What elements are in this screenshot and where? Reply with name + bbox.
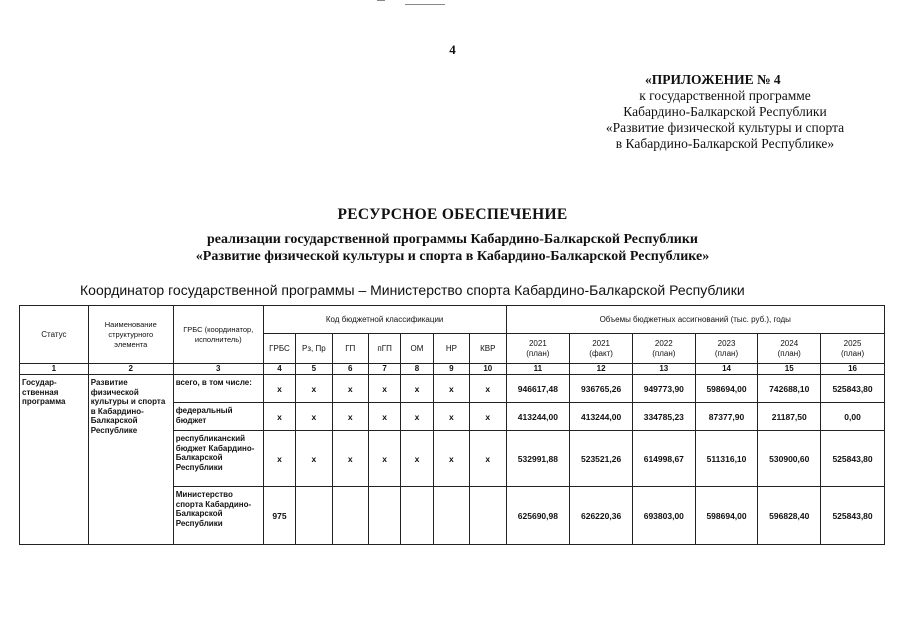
value-cell: 596828,40 xyxy=(758,487,821,545)
year-note: (план) xyxy=(714,348,739,358)
code-cell: х xyxy=(263,375,295,403)
value-cell: 626220,36 xyxy=(570,487,633,545)
appendix-line: к государственной программе xyxy=(639,88,811,103)
grbs-cell: Министерство спорта Кабардино-Балкарской Республики xyxy=(173,487,263,545)
year-note: (план) xyxy=(652,348,676,358)
column-number: 11 xyxy=(506,364,570,375)
code-cell: х xyxy=(470,403,506,431)
column-number: 9 xyxy=(433,364,469,375)
code-cell: х xyxy=(296,431,332,487)
column-number: 6 xyxy=(332,364,368,375)
value-cell: 625690,98 xyxy=(506,487,570,545)
value-cell: 598694,00 xyxy=(695,487,758,545)
code-cell: х xyxy=(368,375,400,403)
header-year xyxy=(632,334,695,364)
grbs-cell: республиканский бюджет Кабардино-Балкарской Республики xyxy=(173,431,263,487)
code-cell: х xyxy=(401,403,433,431)
column-number: 12 xyxy=(570,364,633,375)
document-title: РЕСУРСНОЕ ОБЕСПЕЧЕНИЕ xyxy=(337,206,568,223)
code-cell: х xyxy=(263,403,295,431)
column-number: 16 xyxy=(821,364,885,375)
header-code: ОМ xyxy=(401,334,433,364)
value-cell: 742688,10 xyxy=(758,375,821,403)
appendix-line: Кабардино-Балкарской Республики xyxy=(623,104,827,119)
value-cell: 614998,67 xyxy=(632,431,695,487)
column-number: 14 xyxy=(695,364,758,375)
value-cell: 511316,10 xyxy=(695,431,758,487)
column-number: 15 xyxy=(758,364,821,375)
code-cell xyxy=(296,487,332,545)
column-number: 5 xyxy=(296,364,332,375)
code-cell: х xyxy=(368,431,400,487)
value-cell: 21187,50 xyxy=(758,403,821,431)
column-number: 3 xyxy=(173,364,263,375)
appendix-block xyxy=(560,72,900,152)
value-cell: 525843,80 xyxy=(821,431,885,487)
value-cell: 87377,90 xyxy=(695,403,758,431)
code-cell xyxy=(433,487,469,545)
header-year xyxy=(695,334,758,364)
column-number: 8 xyxy=(401,364,433,375)
year-note: (план) xyxy=(777,348,801,358)
header-year xyxy=(758,334,821,364)
header-code: КВР xyxy=(470,334,506,364)
column-number: 1 xyxy=(20,364,89,375)
value-cell: 525843,80 xyxy=(821,375,885,403)
value-cell: 532991,88 xyxy=(506,431,570,487)
header-element-name: Наименование структурного элемента xyxy=(88,306,173,364)
code-cell xyxy=(368,487,400,545)
value-cell: 413244,00 xyxy=(570,403,633,431)
value-cell: 530900,60 xyxy=(758,431,821,487)
code-cell: х xyxy=(401,375,433,403)
value-cell: 693803,00 xyxy=(632,487,695,545)
code-cell: х xyxy=(433,403,469,431)
code-cell: х xyxy=(332,375,368,403)
scan-artifact xyxy=(405,4,445,5)
code-cell: х xyxy=(433,375,469,403)
value-cell: 936765,26 xyxy=(570,375,633,403)
column-number: 2 xyxy=(88,364,173,375)
year-note: (план) xyxy=(840,348,865,358)
header-code-group: Код бюджетной классификации xyxy=(263,306,506,334)
coordinator-line: Координатор государственной программы – Министерство спорта Кабардино-Балкарской Республики xyxy=(80,282,745,298)
header-code: НР xyxy=(433,334,469,364)
header-year xyxy=(506,334,570,364)
code-cell: х xyxy=(368,403,400,431)
value-cell: 523521,26 xyxy=(570,431,633,487)
column-number: 10 xyxy=(470,364,506,375)
value-cell: 949773,90 xyxy=(632,375,695,403)
value-cell: 334785,23 xyxy=(632,403,695,431)
column-number: 4 xyxy=(263,364,295,375)
header-year xyxy=(821,334,885,364)
code-cell: х xyxy=(433,431,469,487)
grbs-cell: федеральный бюджет xyxy=(173,403,263,431)
header-code: ГРБС xyxy=(263,334,295,364)
value-cell: 946617,48 xyxy=(506,375,570,403)
appendix-line: «Развитие физической культуры и спорта xyxy=(605,120,845,135)
code-cell xyxy=(332,487,368,545)
header-year xyxy=(570,334,633,364)
header-volume-group: Объемы бюджетных ассигнований (тыс. руб.), годы xyxy=(506,306,884,334)
code-cell: х xyxy=(470,375,506,403)
code-cell: х xyxy=(401,431,433,487)
code-cell: х xyxy=(263,431,295,487)
resource-table xyxy=(19,305,885,545)
header-grbs: ГРБС (координатор, исполнитель) xyxy=(173,306,263,364)
value-cell: 525843,80 xyxy=(821,487,885,545)
page-number: 4 xyxy=(449,42,456,57)
year-note: (план) xyxy=(526,348,550,358)
code-cell xyxy=(470,487,506,545)
table-row xyxy=(20,375,885,403)
code-cell: х xyxy=(296,403,332,431)
value-cell: 413244,00 xyxy=(506,403,570,431)
code-cell: 975 xyxy=(263,487,295,545)
scan-artifact xyxy=(377,0,385,1)
year-label: 2021 xyxy=(528,338,547,348)
code-cell: х xyxy=(332,431,368,487)
header-status: Статус xyxy=(20,306,89,364)
column-number: 7 xyxy=(368,364,400,375)
value-cell: 0,00 xyxy=(821,403,885,431)
year-label: 2025 xyxy=(843,338,862,348)
year-label: 2021 xyxy=(592,338,610,348)
year-note: (факт) xyxy=(589,348,613,358)
status-cell: Государ-ственная программа xyxy=(20,375,89,545)
element-name-cell: Развитие физической культуры и спорта в Кабардино-Балкарской Республике xyxy=(88,375,173,545)
appendix-title: «ПРИЛОЖЕНИЕ № 4 xyxy=(645,72,781,87)
document-subtitle-program: «Развитие физической культуры и спорта в Кабардино-Балкарской Республике» xyxy=(195,249,710,264)
column-number: 13 xyxy=(632,364,695,375)
year-label: 2022 xyxy=(654,338,673,348)
header-code: пГП xyxy=(368,334,400,364)
header-code: Рз, Пр xyxy=(296,334,332,364)
code-cell: х xyxy=(332,403,368,431)
year-label: 2024 xyxy=(780,338,799,348)
document-subtitle: реализации государственной программы Кабардино-Балкарской Республики xyxy=(207,232,698,247)
appendix-line: в Кабардино-Балкарской Республике» xyxy=(615,136,835,151)
code-cell xyxy=(401,487,433,545)
code-cell: х xyxy=(296,375,332,403)
header-code: ГП xyxy=(332,334,368,364)
grbs-cell: всего, в том числе: xyxy=(173,375,263,403)
column-number-row xyxy=(20,364,885,375)
code-cell: х xyxy=(470,431,506,487)
header-row xyxy=(20,306,885,334)
year-label: 2023 xyxy=(717,338,736,348)
value-cell: 598694,00 xyxy=(695,375,758,403)
